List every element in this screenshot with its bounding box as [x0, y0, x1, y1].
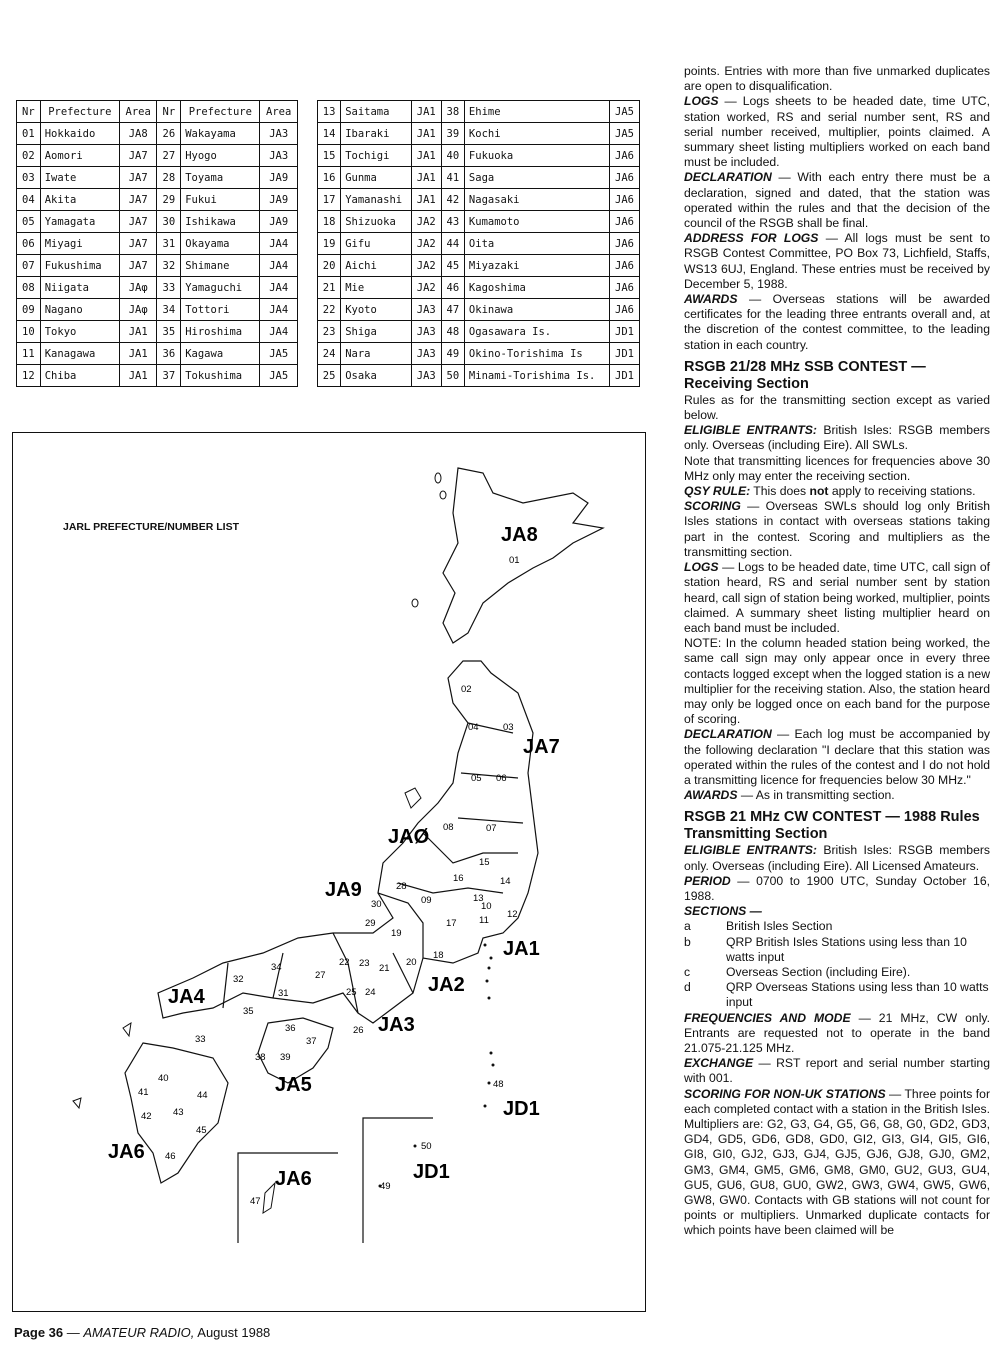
- cell-nr: 30: [157, 211, 181, 233]
- table-row: [17, 211, 298, 233]
- cell-prefecture: Fukui: [181, 189, 260, 211]
- cell-prefecture: Nara: [341, 343, 412, 365]
- prefecture-number-label: 11: [479, 915, 489, 926]
- japan-map: [12, 432, 646, 1312]
- prefecture-number-label: 25: [346, 987, 357, 998]
- prefecture-number-label: 13: [473, 893, 484, 904]
- cell-area: JA6: [610, 145, 640, 167]
- prefecture-number-label: 41: [138, 1087, 149, 1098]
- prefecture-number-label: 30: [371, 899, 382, 910]
- cell-area: JA9: [260, 189, 298, 211]
- cell-area: JA5: [260, 365, 298, 387]
- prefecture-number-label: 50: [421, 1141, 432, 1152]
- section-item: b QRP British Isles Stations using less than 10 watts input: [684, 934, 967, 964]
- prefecture-number-label: 36: [285, 1023, 296, 1034]
- prefecture-number-label: 38: [255, 1052, 266, 1063]
- para-note-column: NOTE: In the column headed station being worked, the same call sign may only appear once in every three contacts logged except when the logged station is a new multiplier for the receiving station. Also, the station heard may only be logged once on each band for the purpose of scoring.: [684, 636, 990, 727]
- cell-prefecture: Tokyo: [40, 321, 119, 343]
- cell-nr: 19: [318, 233, 341, 255]
- cell-prefecture: Ogasawara Is.: [464, 321, 609, 343]
- cell-prefecture: Hyogo: [181, 145, 260, 167]
- cell-nr: 39: [441, 123, 464, 145]
- prefecture-number-label: 40: [158, 1073, 169, 1084]
- cell-nr: 44: [441, 233, 464, 255]
- prefecture-number-label: 46: [165, 1151, 176, 1162]
- region-label: JD1: [503, 1098, 540, 1120]
- prefecture-number-label: 22: [339, 957, 350, 968]
- cell-prefecture: Kagawa: [181, 343, 260, 365]
- prefecture-number-label: 05: [471, 773, 482, 784]
- prefecture-number-label: 08: [443, 822, 454, 833]
- page-footer: Page 36 — AMATEUR RADIO, August 1988: [14, 1325, 271, 1340]
- prefecture-number-label: 23: [359, 958, 370, 969]
- prefecture-number-label: 49: [380, 1181, 391, 1192]
- japan-map-drawing: [13, 433, 645, 1311]
- para-declaration: DECLARATION — With each entry there must be a declaration, signed and dated, that the station was operated within the rules and that the decision of the council of the RSGB shall be final.: [684, 170, 990, 231]
- prefecture-number-label: 28: [396, 881, 407, 892]
- cell-prefecture: Niigata: [40, 277, 119, 299]
- cell-prefecture: Hiroshima: [181, 321, 260, 343]
- prefecture-number-label: 07: [486, 823, 497, 834]
- prefecture-number-label: 26: [353, 1025, 364, 1036]
- prefecture-number-label: 39: [280, 1052, 291, 1063]
- cell-prefecture: Kanagawa: [40, 343, 119, 365]
- cell-area: JA1: [411, 123, 441, 145]
- cell-nr: 41: [441, 167, 464, 189]
- cell-nr: 48: [441, 321, 464, 343]
- cell-prefecture: Aomori: [40, 145, 119, 167]
- region-label: JD1: [413, 1161, 450, 1183]
- prefecture-number-label: 03: [503, 722, 514, 733]
- heading-cw-contest: RSGB 21 MHz CW CONTEST — 1988 Rules: [684, 809, 980, 826]
- table-row: [17, 277, 298, 299]
- cell-nr: 20: [318, 255, 341, 277]
- table-row: [17, 167, 298, 189]
- cell-prefecture: Fukuoka: [464, 145, 609, 167]
- cell-area: JAφ: [119, 277, 157, 299]
- cell-prefecture: Yamaguchi: [181, 277, 260, 299]
- cell-prefecture: Shizuoka: [341, 211, 412, 233]
- cell-prefecture: Toyama: [181, 167, 260, 189]
- prefecture-number-label: 29: [365, 918, 376, 929]
- region-label: JA4: [168, 986, 205, 1008]
- table-row: [318, 321, 640, 343]
- cell-nr: 46: [441, 277, 464, 299]
- cell-nr: 29: [157, 189, 181, 211]
- cell-nr: 47: [441, 299, 464, 321]
- cell-nr: 43: [441, 211, 464, 233]
- cell-prefecture: Akita: [40, 189, 119, 211]
- para-declaration-receiving: DECLARATION — Each log must be accompanied by the following declaration "I declare that this station was operated within the rules of the contest and I do not hold a transmitting licence for frequencies below 30 MHz.": [684, 727, 990, 787]
- table-row: [318, 299, 640, 321]
- prefecture-number-label: 21: [379, 963, 390, 974]
- table-row: [17, 321, 298, 343]
- prefecture-number-label: 37: [306, 1036, 317, 1047]
- table-row: [318, 365, 640, 387]
- cell-area: JA9: [260, 211, 298, 233]
- cell-area: JA1: [119, 365, 157, 387]
- table-row: [17, 123, 298, 145]
- para-awards-receiving: AWARDS — As in transmitting section.: [684, 788, 895, 803]
- cell-area: JA4: [260, 299, 298, 321]
- cell-area: JA1: [411, 189, 441, 211]
- prefecture-number-label: 14: [500, 876, 511, 887]
- prefecture-number-label: 33: [195, 1034, 206, 1045]
- cell-area: JA4: [260, 277, 298, 299]
- prefecture-number-label: 01: [509, 555, 520, 566]
- cell-nr: 18: [318, 211, 341, 233]
- cell-area: JA6: [610, 167, 640, 189]
- prefecture-number-label: 15: [479, 857, 490, 868]
- header-prefecture: Prefecture: [40, 101, 119, 123]
- para-continuation: points. Entries with more than five unmarked duplicates are open to disqualification.: [684, 64, 990, 94]
- para-frequencies: FREQUENCIES AND MODE — 21 MHz, CW only. Entrants are requested not to operate in the band 21.075-21.125 MHz.: [684, 1010, 990, 1055]
- cell-area: JA5: [260, 343, 298, 365]
- cell-area: JA3: [260, 145, 298, 167]
- sections-list: [684, 919, 990, 1010]
- cell-area: JA3: [260, 123, 298, 145]
- cell-nr: 35: [157, 321, 181, 343]
- cell-prefecture: Chiba: [40, 365, 119, 387]
- cell-prefecture: Miyagi: [40, 233, 119, 255]
- para-scoring: SCORING — Overseas SWLs should log only British Isles stations in contact with overseas stations taking part in the contest. Scoring and multipliers as the transmitting section.: [684, 499, 990, 559]
- cell-nr: 23: [318, 321, 341, 343]
- cell-prefecture: Okinawa: [464, 299, 609, 321]
- prefecture-number-label: 43: [173, 1107, 184, 1118]
- cell-nr: 34: [157, 299, 181, 321]
- cell-nr: 14: [318, 123, 341, 145]
- header-nr: Nr: [17, 101, 41, 123]
- header-area: Area: [119, 101, 157, 123]
- cell-prefecture: Okayama: [181, 233, 260, 255]
- cell-area: JA1: [119, 343, 157, 365]
- page-number: Page 36: [14, 1325, 64, 1340]
- cell-area: JA3: [411, 365, 441, 387]
- cell-nr: 09: [17, 299, 41, 321]
- cell-prefecture: Mie: [341, 277, 412, 299]
- para-address: ADDRESS FOR LOGS — All logs must be sent to RSGB Contest Committee, PO Box 73, Lichfield, Staffs, WS13 6UJ, England. These entries must be received by December 5, 1988.: [684, 231, 990, 291]
- prefecture-number-label: 44: [197, 1090, 208, 1101]
- section-item: d QRP Overseas Stations using less than 10 watts input: [684, 980, 989, 1010]
- cell-prefecture: Ishikawa: [181, 211, 260, 233]
- table-row: [318, 189, 640, 211]
- region-label: JAØ: [388, 826, 430, 848]
- table-row: [318, 255, 640, 277]
- cell-nr: 15: [318, 145, 341, 167]
- cell-prefecture: Tottori: [181, 299, 260, 321]
- cell-prefecture: Minami-Torishima Is.: [464, 365, 609, 387]
- cell-area: JA5: [610, 101, 640, 123]
- cell-nr: 08: [17, 277, 41, 299]
- region-label: JA5: [275, 1074, 312, 1096]
- cell-nr: 32: [157, 255, 181, 277]
- cell-nr: 27: [157, 145, 181, 167]
- region-label: JA6: [108, 1141, 145, 1163]
- cell-prefecture: Miyazaki: [464, 255, 609, 277]
- cell-area: JA8: [119, 123, 157, 145]
- prefecture-number-label: 27: [315, 970, 326, 981]
- para-sections: SECTIONS —: [684, 904, 762, 919]
- cell-area: JD1: [610, 365, 640, 387]
- cell-prefecture: Shiga: [341, 321, 412, 343]
- prefecture-number-label: 31: [278, 988, 289, 999]
- cell-nr: 21: [318, 277, 341, 299]
- table-row: [318, 233, 640, 255]
- region-label: JA9: [325, 879, 362, 901]
- cell-prefecture: Gifu: [341, 233, 412, 255]
- cell-prefecture: Kumamoto: [464, 211, 609, 233]
- cell-area: JA4: [260, 321, 298, 343]
- cell-area: JA6: [610, 189, 640, 211]
- cell-nr: 04: [17, 189, 41, 211]
- prefecture-number-label: 34: [271, 962, 282, 973]
- cell-nr: 24: [318, 343, 341, 365]
- prefecture-number-label: 16: [453, 873, 464, 884]
- table-row: [17, 145, 298, 167]
- cell-nr: 37: [157, 365, 181, 387]
- cell-area: JA7: [119, 145, 157, 167]
- cell-area: JA6: [610, 299, 640, 321]
- prefecture-number-label: 48: [493, 1079, 504, 1090]
- cell-prefecture: Fukushima: [40, 255, 119, 277]
- prefecture-number-label: 47: [250, 1196, 261, 1207]
- prefecture-number-label: 02: [461, 684, 472, 695]
- cell-prefecture: Tochigi: [341, 145, 412, 167]
- cell-nr: 05: [17, 211, 41, 233]
- cell-area: JA3: [411, 343, 441, 365]
- prefecture-number-label: 12: [507, 909, 518, 920]
- cell-area: JA6: [610, 233, 640, 255]
- cell-area: JA2: [411, 211, 441, 233]
- region-label: JA3: [378, 1014, 415, 1036]
- cell-nr: 01: [17, 123, 41, 145]
- para-awards: AWARDS — Overseas stations will be awarded certificates for the leading three entrants overall and, at the discretion of the contest committee, to the leading station in each country.: [684, 292, 990, 352]
- cell-nr: 11: [17, 343, 41, 365]
- region-label: JA7: [523, 736, 560, 758]
- cell-nr: 31: [157, 233, 181, 255]
- table-row: [318, 277, 640, 299]
- cell-nr: 07: [17, 255, 41, 277]
- prefecture-number-label: 45: [196, 1125, 207, 1136]
- cell-nr: 36: [157, 343, 181, 365]
- cell-nr: 26: [157, 123, 181, 145]
- cell-prefecture: Gunma: [341, 167, 412, 189]
- issue-date: August 1988: [194, 1325, 271, 1340]
- para-logs-receiving: LOGS — Logs to be headed date, time UTC, call sign of station heard, RS and serial number sent by station heard, call sign of station being worked, multiplier, points claimed. A summary sheet listing multiplier heard on each band must be included.: [684, 560, 990, 635]
- cell-area: JA7: [119, 167, 157, 189]
- cell-nr: 17: [318, 189, 341, 211]
- region-label: JA6: [275, 1168, 312, 1190]
- cell-nr: 50: [441, 365, 464, 387]
- table-row: [318, 123, 640, 145]
- heading-ssb-contest: RSGB 21/28 MHz SSB CONTEST — Receiving Section: [684, 358, 926, 392]
- para-note: Note that transmitting licences for frequencies above 30 MHz only may enter the receiving section.: [684, 453, 990, 483]
- cell-area: JA6: [610, 277, 640, 299]
- cell-area: JA2: [411, 233, 441, 255]
- table-row: [318, 167, 640, 189]
- cell-prefecture: Shimane: [181, 255, 260, 277]
- header-nr: Nr: [157, 101, 181, 123]
- cell-area: JAφ: [119, 299, 157, 321]
- cell-area: JD1: [610, 343, 640, 365]
- cell-nr: 16: [318, 167, 341, 189]
- cell-area: JA5: [610, 123, 640, 145]
- cell-prefecture: Iwate: [40, 167, 119, 189]
- prefecture-number-label: 04: [468, 722, 479, 733]
- cell-prefecture: Osaka: [341, 365, 412, 387]
- cell-area: JA6: [610, 211, 640, 233]
- cell-nr: 28: [157, 167, 181, 189]
- cell-prefecture: Ibaraki: [341, 123, 412, 145]
- cell-prefecture: Ehime: [464, 101, 609, 123]
- cell-area: JA9: [260, 167, 298, 189]
- prefecture-number-label: 35: [243, 1006, 254, 1017]
- prefecture-number-label: 06: [496, 773, 507, 784]
- cell-area: JA1: [411, 101, 441, 123]
- cell-nr: 06: [17, 233, 41, 255]
- cell-area: JA3: [411, 321, 441, 343]
- para-exchange: EXCHANGE — RST report and serial number starting with 001.: [684, 1056, 990, 1086]
- region-label: JA2: [428, 974, 465, 996]
- para-scoring-non-uk: SCORING FOR NON-UK STATIONS — Three points for each completed contact with a station in the British Isles. Multipliers are: G2, G3, G4, G5, G6, G8, G0, GD2, GD3, GD4, GD5, GD6, GD8, GD0, GI2, GI3, GI4, GI5, GI6, GI8, GI0, GJ2, GJ3, GJ4, GJ5, GJ6, GJ8, GJ0, GM2, GM3, GM4, GM5, GM6, GM8, GM0, GU2, GU3, GU4, GU5, GU6, GU8, GU0, GW2, GW3, GW4, GW5, GW6, GW8, GW0. Contacts with GB stations will not count for points or multipliers. Unmarked duplicate contacts for which points have been claimed will be: [684, 1086, 991, 1238]
- cell-area: JA1: [119, 321, 157, 343]
- table-row: [318, 145, 640, 167]
- cell-prefecture: Saga: [464, 167, 609, 189]
- cell-nr: 49: [441, 343, 464, 365]
- header-prefecture: Prefecture: [181, 101, 260, 123]
- cell-area: JD1: [610, 321, 640, 343]
- prefecture-number-label: 20: [406, 957, 417, 968]
- table-row: [318, 211, 640, 233]
- article-column: [684, 64, 990, 1239]
- cell-prefecture: Okino-Torishima Is: [464, 343, 609, 365]
- cell-prefecture: Yamanashi: [341, 189, 412, 211]
- cell-prefecture: Yamagata: [40, 211, 119, 233]
- heading-transmitting-section: Transmitting Section: [684, 826, 828, 843]
- table-row: [17, 343, 298, 365]
- prefecture-number-label: 32: [233, 974, 244, 985]
- header-area: Area: [260, 101, 298, 123]
- prefecture-number-label: 24: [365, 987, 376, 998]
- cell-prefecture: Wakayama: [181, 123, 260, 145]
- cell-area: JA4: [260, 255, 298, 277]
- para-eligible: ELIGIBLE ENTRANTS: British Isles: RSGB members only. Overseas (including Eire). All SWLs.: [684, 423, 990, 453]
- section-item: c Overseas Section (including Eire).: [684, 964, 911, 979]
- prefecture-number-label: 10: [481, 901, 492, 912]
- prefecture-number-label: 18: [433, 950, 444, 961]
- table-row: [17, 189, 298, 211]
- cell-prefecture: Kochi: [464, 123, 609, 145]
- para-eligible-cw: ELIGIBLE ENTRANTS: British Isles: RSGB members only. Overseas (including Eire). All Licensed Amateurs.: [684, 843, 990, 873]
- cell-nr: 13: [318, 101, 341, 123]
- table-row: [17, 299, 298, 321]
- cell-area: JA7: [119, 211, 157, 233]
- section-item: a British Isles Section: [684, 919, 833, 934]
- table-row: [17, 255, 298, 277]
- cell-area: JA7: [119, 189, 157, 211]
- cell-area: JA1: [411, 145, 441, 167]
- table-row: [17, 365, 298, 387]
- cell-area: JA2: [411, 277, 441, 299]
- para-qsy: QSY RULE: This does not apply to receiving stations.: [684, 484, 976, 499]
- para-logs: LOGS — Logs sheets to be headed date, time UTC, station worked, RS and serial number sent, RS and serial number received, multiplier, points claimed. A summary sheet listing multipliers worked on each band must be included.: [684, 94, 990, 170]
- cell-nr: 38: [441, 101, 464, 123]
- cell-prefecture: Hokkaido: [40, 123, 119, 145]
- cell-nr: 12: [17, 365, 41, 387]
- prefecture-number-label: 09: [421, 895, 432, 906]
- cell-prefecture: Oita: [464, 233, 609, 255]
- cell-nr: 03: [17, 167, 41, 189]
- prefecture-number-label: 17: [446, 918, 457, 929]
- cell-prefecture: Kyoto: [341, 299, 412, 321]
- prefecture-table-left: [16, 100, 298, 387]
- region-label: JA1: [503, 938, 540, 960]
- cell-area: JA7: [119, 233, 157, 255]
- cell-nr: 02: [17, 145, 41, 167]
- magazine-name: AMATEUR RADIO,: [83, 1325, 195, 1340]
- cell-area: JA3: [411, 299, 441, 321]
- cell-area: JA4: [260, 233, 298, 255]
- cell-nr: 33: [157, 277, 181, 299]
- prefecture-table-right: [317, 100, 640, 387]
- cell-prefecture: Saitama: [341, 101, 412, 123]
- prefecture-number-label: 42: [141, 1111, 152, 1122]
- cell-prefecture: Tokushima: [181, 365, 260, 387]
- table-row: [318, 343, 640, 365]
- cell-nr: 22: [318, 299, 341, 321]
- map-title: JARL PREFECTURE/NUMBER LIST: [63, 521, 239, 533]
- cell-area: JA6: [610, 255, 640, 277]
- cell-prefecture: Nagano: [40, 299, 119, 321]
- cell-nr: 10: [17, 321, 41, 343]
- cell-nr: 25: [318, 365, 341, 387]
- region-label: JA8: [501, 524, 538, 546]
- table-row: [318, 101, 640, 123]
- cell-prefecture: Nagasaki: [464, 189, 609, 211]
- cell-area: JA2: [411, 255, 441, 277]
- cell-prefecture: Aichi: [341, 255, 412, 277]
- cell-nr: 42: [441, 189, 464, 211]
- para-rules: Rules as for the transmitting section except as varied below.: [684, 392, 990, 423]
- para-period: PERIOD — 0700 to 1900 UTC, Sunday October 16, 1988.: [684, 873, 990, 903]
- cell-nr: 40: [441, 145, 464, 167]
- cell-area: JA7: [119, 255, 157, 277]
- cell-nr: 45: [441, 255, 464, 277]
- table-row: [17, 233, 298, 255]
- cell-area: JA1: [411, 167, 441, 189]
- cell-prefecture: Kagoshima: [464, 277, 609, 299]
- prefecture-number-label: 19: [391, 928, 402, 939]
